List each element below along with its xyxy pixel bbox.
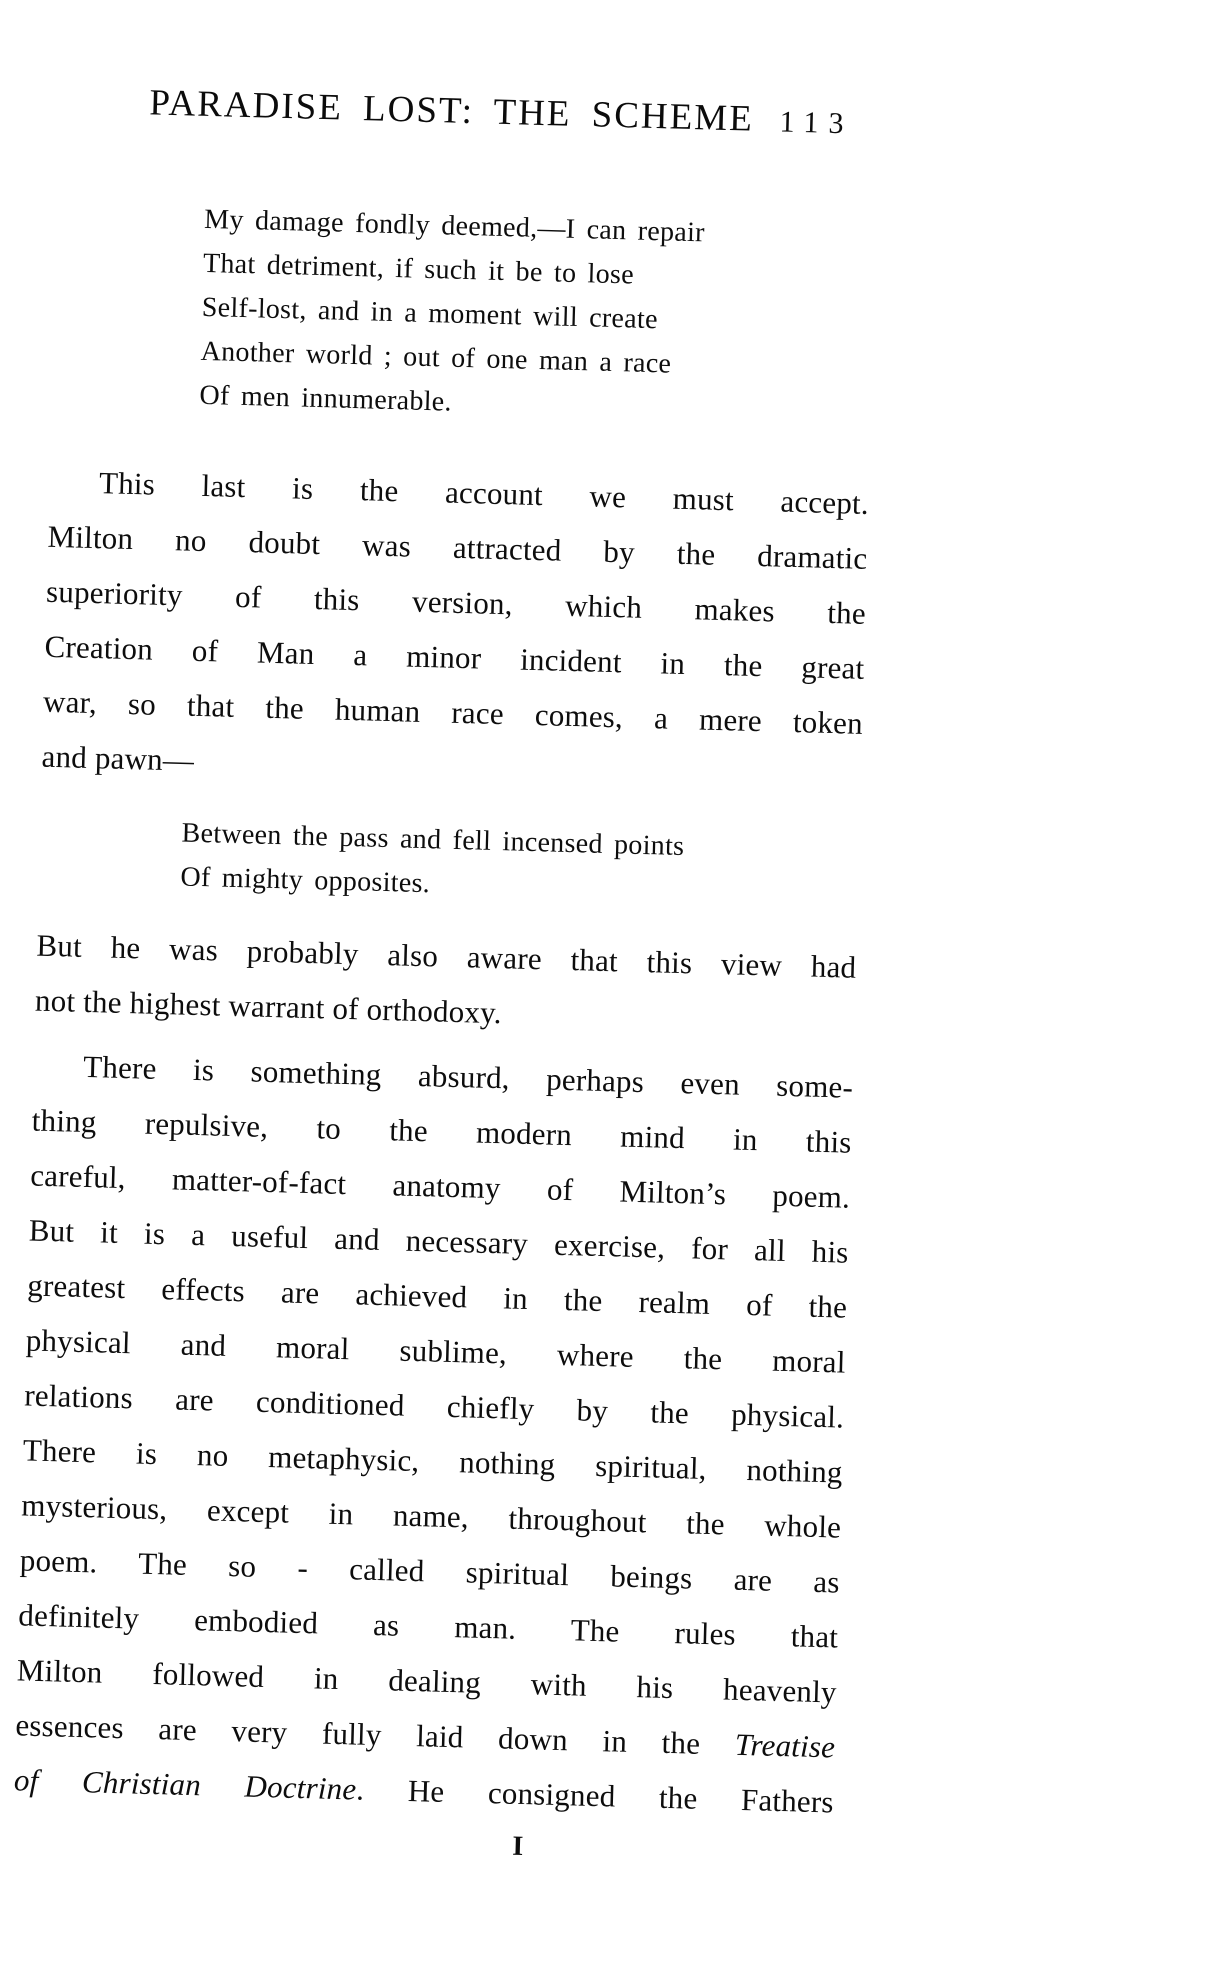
text-line: and pawn— xyxy=(41,738,195,778)
verse-line: Of mighty opposites. xyxy=(180,861,431,900)
verse-line: That detriment, if such it be to lose xyxy=(202,247,635,291)
text-line: physical and moral sublime, where the moral xyxy=(25,1322,847,1380)
page-body xyxy=(0,192,1212,1882)
text-line: But it is a useful and necessary exercise, for all his xyxy=(28,1212,850,1270)
paragraph xyxy=(41,454,870,806)
text-line: essences are very fully laid down in the Treatise xyxy=(15,1707,836,1765)
text-line: But he was probably also aware that this view had xyxy=(36,927,857,985)
verse-line: Of men innumerable. xyxy=(199,379,453,418)
text-line: There is something absurd, perhaps even some- xyxy=(82,1048,854,1105)
text-line: This last is the account we must accept. xyxy=(98,465,870,521)
text-line: Creation of Man a minor incident in the great xyxy=(44,628,865,686)
text-line: careful, matter-of-fact anatomy of Milton’s poem. xyxy=(29,1157,851,1215)
blocks-container xyxy=(13,194,1212,1839)
text-line: not the highest warrant of orthodoxy. xyxy=(34,982,503,1031)
text-line: thing repulsive, to the modern mind in this xyxy=(31,1102,853,1160)
signature-mark: I xyxy=(511,1830,524,1863)
text-line: mysterious, except in name, throughout the whole xyxy=(20,1487,842,1545)
verse-quote xyxy=(180,811,1196,926)
text-line: Milton no doubt was attracted by the dramatic xyxy=(47,518,868,576)
page-number: 113 xyxy=(779,105,854,141)
text-line: superiority of this version, which makes the xyxy=(45,573,867,631)
paragraph xyxy=(34,918,857,1050)
page-title: PARADISE LOST: THE SCHEME xyxy=(148,82,755,140)
text-line: Milton followed in dealing with his heavenly xyxy=(16,1652,838,1710)
text-line: definitely embodied as man. The rules that xyxy=(17,1597,839,1655)
verse-line: Self-lost, and in a moment will create xyxy=(201,291,659,336)
verse-line: Another world ; out of one man a race xyxy=(200,335,672,380)
text-line: greatest effects are achieved in the realm of the xyxy=(26,1267,848,1325)
running-head xyxy=(0,0,1216,153)
text-line: poem. The so - called spiritual beings are as xyxy=(19,1542,841,1600)
verse-line: My damage fondly deemed,—I can repair xyxy=(203,203,706,249)
text-line: relations are conditioned chiefly by the physical. xyxy=(23,1377,845,1435)
text-line: war, so that the human race comes, a mere token xyxy=(42,683,864,741)
text-line: There is no metaphysic, nothing spiritual, nothing xyxy=(22,1432,844,1490)
paragraph xyxy=(13,1038,854,1830)
verse-quote xyxy=(199,198,1213,445)
verse-line: Between the pass and fell incensed points xyxy=(181,817,685,863)
text-line: of Christian Doctrine. He consigned the Fathers xyxy=(13,1762,835,1820)
